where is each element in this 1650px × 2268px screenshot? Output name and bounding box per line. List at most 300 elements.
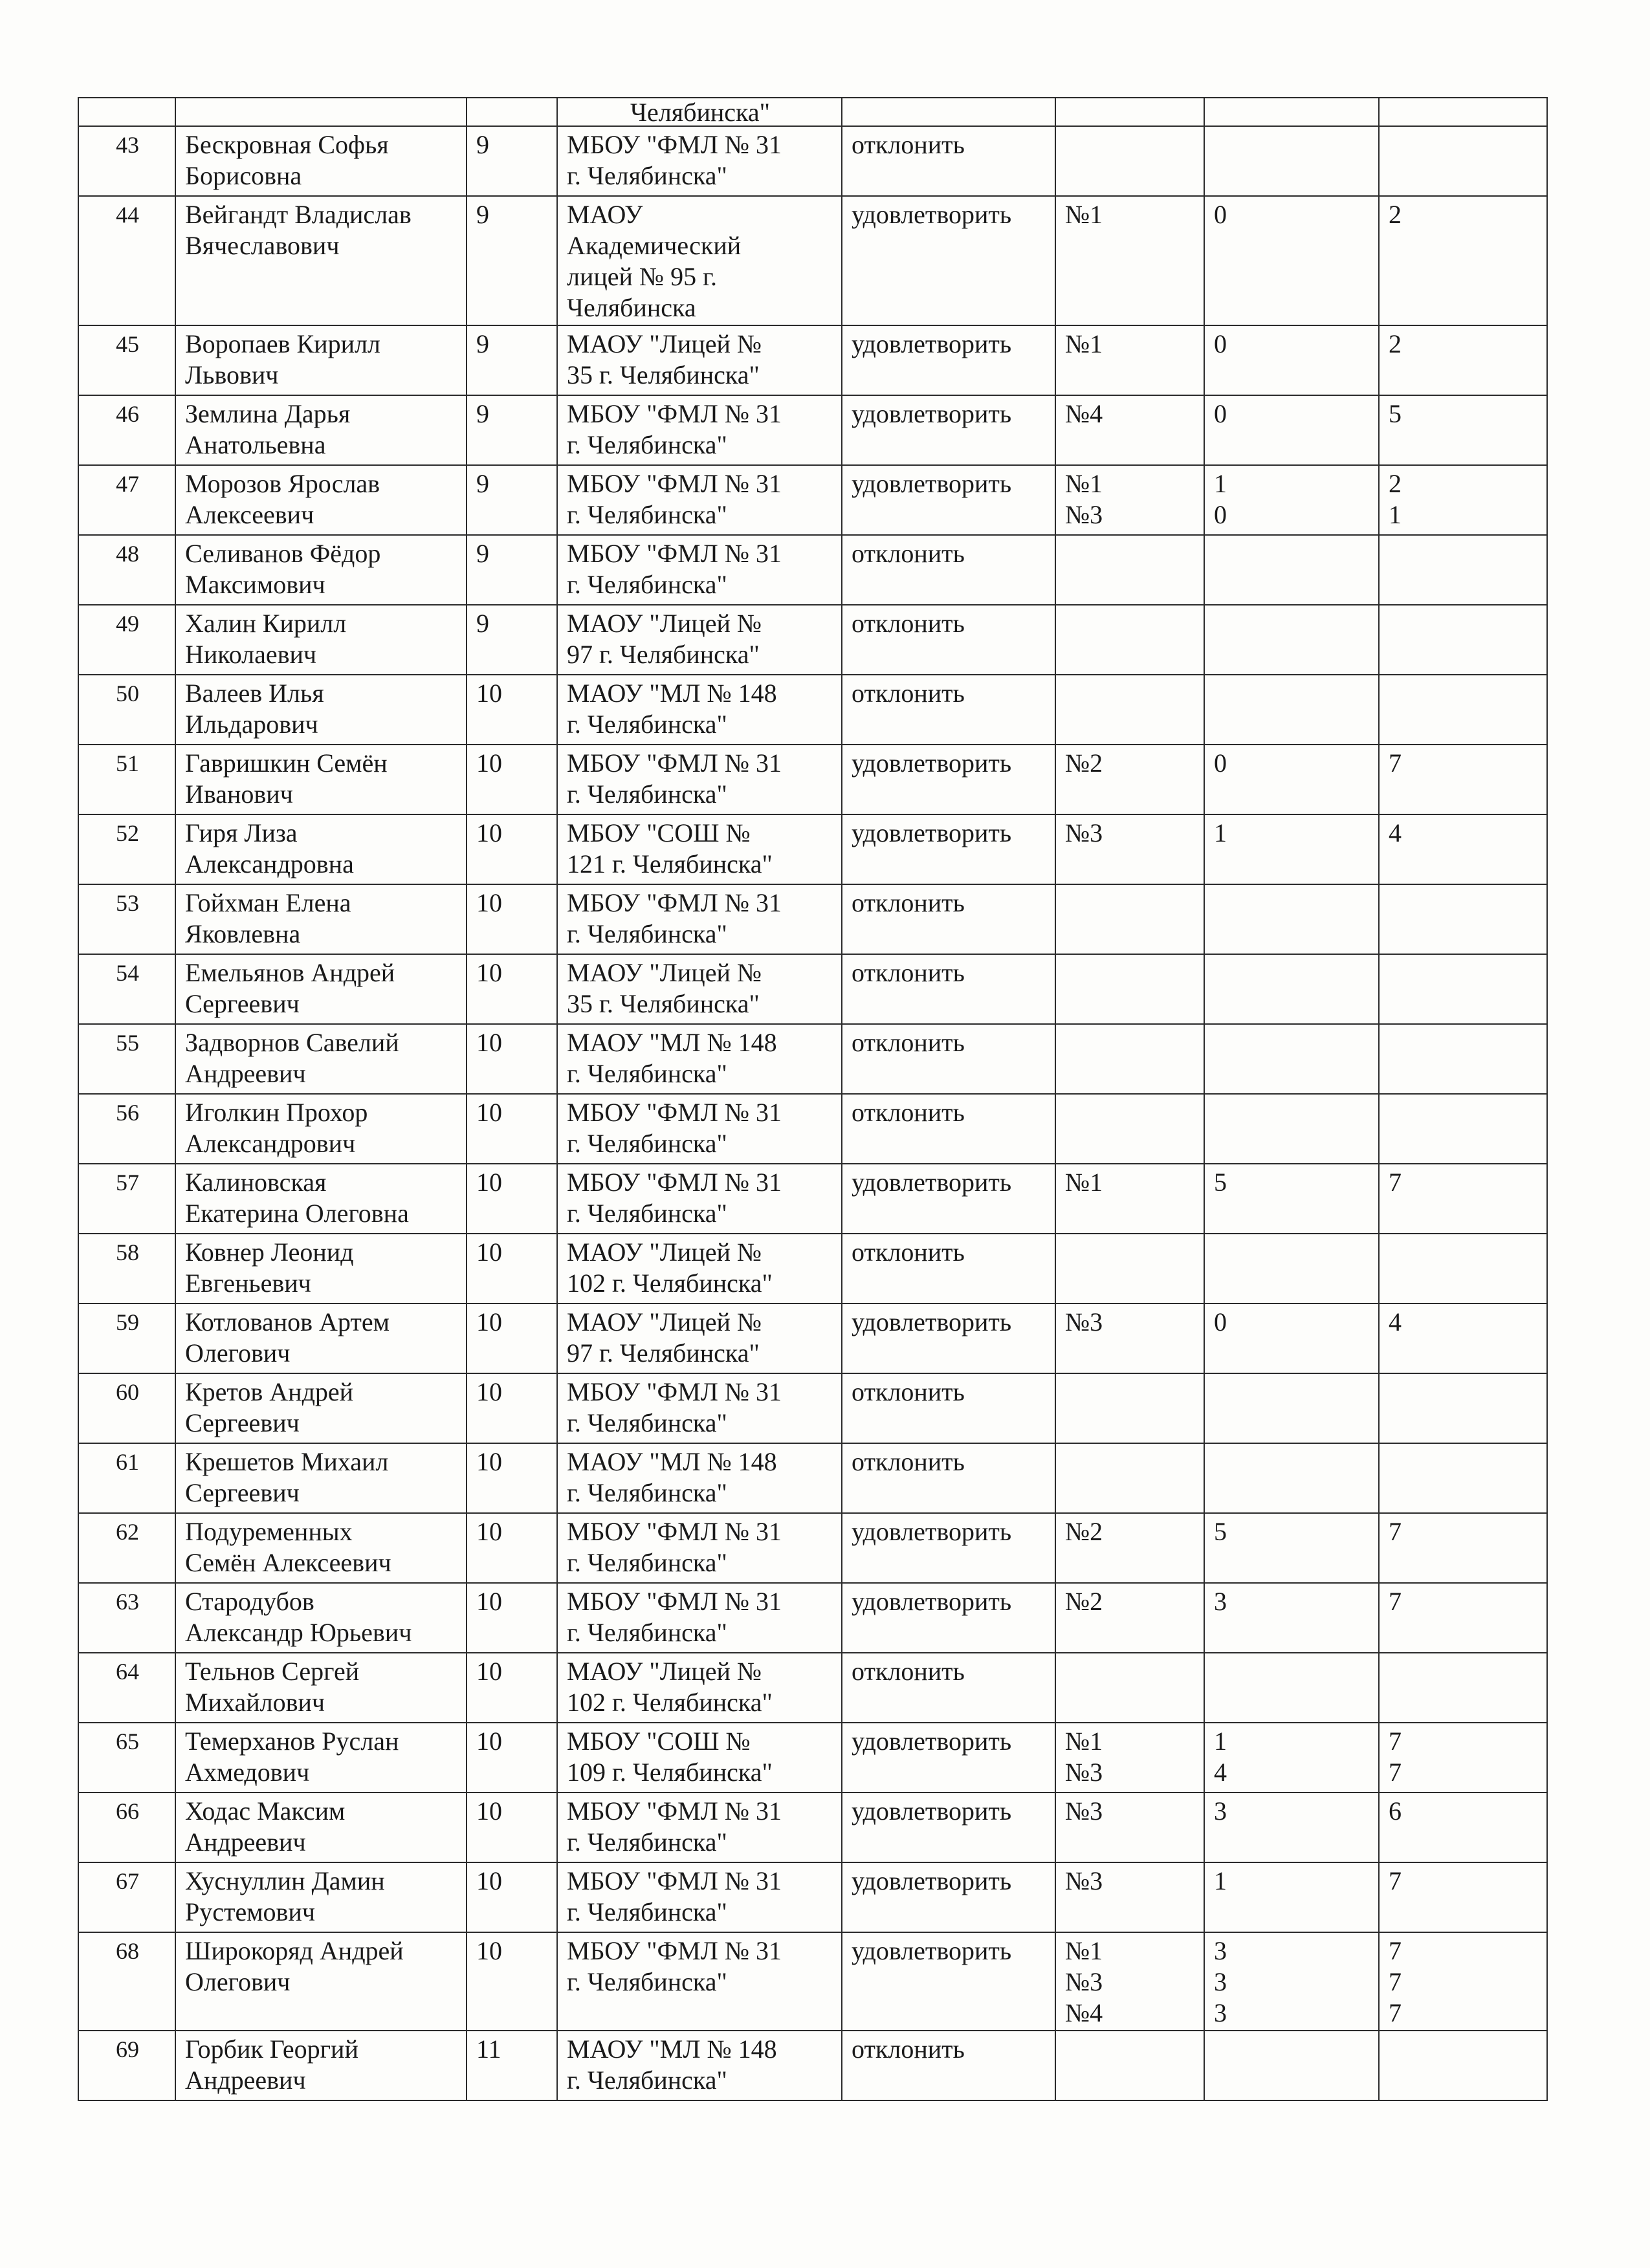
participant-name-line: Задворнов Савелий (185, 1028, 399, 1057)
score-after: 7 (1389, 1866, 1402, 1895)
cell-score-before (1204, 1862, 1379, 1932)
cell-score-before (1204, 675, 1379, 745)
cell-name (175, 745, 467, 814)
decision-text: отклонить (852, 609, 965, 638)
school-line: МБОУ "ФМЛ № 31 (567, 399, 782, 428)
cell-school (557, 1024, 842, 1094)
cell-decision (842, 1094, 1055, 1164)
cell-task (1055, 126, 1204, 196)
cell-name (175, 1094, 467, 1164)
table-row (78, 196, 1547, 325)
participant-name-line: Евгеньевич (185, 1269, 311, 1298)
table-row (78, 605, 1547, 675)
cell-num (78, 1373, 175, 1443)
grade-text: 10 (476, 748, 502, 778)
cell-grade (467, 1723, 557, 1793)
cell-grade (467, 2031, 557, 2100)
cell-grade (467, 1164, 557, 1234)
task-number: №1 (1065, 1168, 1103, 1197)
school-line: МБОУ "ФМЛ № 31 (567, 1098, 782, 1127)
cell-grade (467, 675, 557, 745)
cell-school (557, 1513, 842, 1583)
school-line: 97 г. Челябинска" (567, 1338, 760, 1368)
participant-name-line: Вейгандт Владислав (185, 200, 412, 229)
cell-decision (842, 1793, 1055, 1862)
school-line: МАОУ (567, 200, 643, 229)
participant-name-line: Сергеевич (185, 1478, 300, 1507)
cell-name (175, 884, 467, 954)
cell-grade (467, 196, 557, 325)
cell-task (1055, 535, 1204, 605)
cell-score-after (1379, 325, 1547, 395)
cell-grade (467, 1443, 557, 1513)
cell-task (1055, 1164, 1204, 1234)
cell-school (557, 1723, 842, 1793)
cell-task (1055, 814, 1204, 884)
cell-score-after (1379, 1513, 1547, 1583)
cell-grade (467, 884, 557, 954)
score-before: 0 (1214, 399, 1227, 428)
participant-name-line: Вячеславович (185, 231, 340, 260)
cell-decision (842, 1234, 1055, 1303)
cell-grade (467, 1583, 557, 1653)
cell-score-before (1204, 2031, 1379, 2100)
grade-text: 10 (476, 888, 502, 917)
participant-name-line: Гойхман Елена (185, 888, 351, 917)
cell-name (175, 1793, 467, 1862)
participant-name-line: Сергеевич (185, 1408, 300, 1437)
cell-score-before (1204, 1793, 1379, 1862)
row-number: 51 (116, 750, 139, 776)
cell-school (557, 1793, 842, 1862)
cell-name (175, 1932, 467, 2031)
cell-grade (467, 1234, 557, 1303)
school-line: МБОУ "ФМЛ № 31 (567, 1168, 782, 1197)
table-row (78, 1443, 1547, 1513)
participant-name-line: Сергеевич (185, 989, 300, 1018)
cell-score-after (1379, 98, 1547, 126)
cell-score-before (1204, 1443, 1379, 1513)
cell-name (175, 675, 467, 745)
row-number: 50 (116, 681, 139, 706)
cell-school (557, 2031, 842, 2100)
school-line: МБОУ "ФМЛ № 31 (567, 1866, 782, 1895)
task-number: №1 (1065, 329, 1103, 358)
table-row (78, 814, 1547, 884)
cell-name (175, 1583, 467, 1653)
grade-text: 10 (476, 1307, 502, 1336)
cell-num (78, 884, 175, 954)
school-line: МАОУ "Лицей № (567, 1238, 762, 1267)
cell-score-after (1379, 1932, 1547, 2031)
participant-name-line: Емельянов Андрей (185, 958, 395, 987)
score-after: 7 (1389, 1998, 1402, 2027)
participant-name-line: Ходас Максим (185, 1796, 346, 1826)
school-line: г. Челябинска" (567, 1827, 727, 1857)
cell-school (557, 1094, 842, 1164)
task-number: №3 (1065, 1758, 1103, 1787)
participant-name-line: Иголкин Прохор (185, 1098, 368, 1127)
school-line: МАОУ "МЛ № 148 (567, 1447, 777, 1476)
cell-decision (842, 1513, 1055, 1583)
cell-score-after (1379, 1793, 1547, 1862)
school-line: МБОУ "ФМЛ № 31 (567, 1517, 782, 1546)
cell-school (557, 535, 842, 605)
grade-text: 10 (476, 1936, 502, 1965)
participant-name-line: Анатольевна (185, 430, 326, 459)
cell-score-before (1204, 1583, 1379, 1653)
row-number: 60 (116, 1379, 139, 1405)
cell-num (78, 535, 175, 605)
school-line: МБОУ "СОШ № (567, 1727, 751, 1756)
cell-score-before (1204, 1024, 1379, 1094)
score-before: 1 (1214, 1727, 1227, 1756)
participant-name-line: Олегович (185, 1338, 291, 1368)
school-line: г. Челябинска" (567, 1478, 727, 1507)
cell-task (1055, 675, 1204, 745)
cell-name (175, 1373, 467, 1443)
row-number: 53 (116, 890, 139, 916)
cell-school (557, 325, 842, 395)
task-number: №2 (1065, 748, 1103, 778)
cell-school (557, 196, 842, 325)
cell-name (175, 954, 467, 1024)
school-line: г. Челябинска" (567, 1897, 727, 1926)
cell-score-after (1379, 745, 1547, 814)
cell-school (557, 395, 842, 465)
participant-name-line: Александрович (185, 1129, 356, 1158)
cell-decision (842, 325, 1055, 395)
decision-text: удовлетворить (852, 469, 1012, 498)
cell-num (78, 1653, 175, 1723)
cell-score-after (1379, 1024, 1547, 1094)
decision-text: отклонить (852, 888, 965, 917)
cell-score-before (1204, 814, 1379, 884)
task-number: №4 (1065, 399, 1103, 428)
school-line: 35 г. Челябинска" (567, 360, 760, 389)
cell-task (1055, 1024, 1204, 1094)
participant-name-line: Халин Кирилл (185, 609, 347, 638)
task-number: №3 (1065, 500, 1103, 529)
cell-score-after (1379, 1583, 1547, 1653)
score-before: 3 (1214, 1587, 1227, 1616)
school-line: г. Челябинска" (567, 2066, 727, 2095)
task-number: №3 (1065, 1307, 1103, 1336)
row-number: 58 (116, 1239, 139, 1265)
cell-decision (842, 1373, 1055, 1443)
school-line: МАОУ "Лицей № (567, 1307, 762, 1336)
participant-name-line: Крешетов Михаил (185, 1447, 389, 1476)
school-line: 35 г. Челябинска" (567, 989, 760, 1018)
participant-name-line: Кретов Андрей (185, 1377, 354, 1406)
table-row (78, 395, 1547, 465)
score-after: 2 (1389, 469, 1402, 498)
score-before: 0 (1214, 748, 1227, 778)
cell-task (1055, 605, 1204, 675)
grade-text: 10 (476, 1098, 502, 1127)
table-row (78, 1932, 1547, 2031)
cell-num (78, 1932, 175, 2031)
score-after: 5 (1389, 399, 1402, 428)
score-before: 0 (1214, 200, 1227, 229)
participant-name-line: Иванович (185, 780, 293, 809)
cell-school (557, 814, 842, 884)
participant-name-line: Екатерина Олеговна (185, 1199, 409, 1228)
cell-school (557, 605, 842, 675)
row-number: 64 (116, 1659, 139, 1685)
participant-name-line: Яковлевна (185, 919, 301, 948)
cell-school (557, 1653, 842, 1723)
appeals-table-body (78, 98, 1547, 2100)
school-line: 102 г. Челябинска" (567, 1688, 773, 1717)
cell-num (78, 395, 175, 465)
row-number: 66 (116, 1798, 139, 1824)
cell-decision (842, 1723, 1055, 1793)
school-line: г. Челябинска" (567, 1199, 727, 1228)
grade-text: 10 (476, 1238, 502, 1267)
participant-name-line: Ильдарович (185, 710, 318, 739)
table-row (78, 675, 1547, 745)
grade-text: 10 (476, 818, 502, 847)
grade-text: 9 (476, 469, 489, 498)
cell-num (78, 2031, 175, 2100)
cell-score-after (1379, 1373, 1547, 1443)
school-line: МАОУ "Лицей № (567, 1657, 762, 1686)
cell-num (78, 745, 175, 814)
score-before: 1 (1214, 818, 1227, 847)
cell-grade (467, 465, 557, 535)
cell-score-before (1204, 1164, 1379, 1234)
decision-text: удовлетворить (852, 1587, 1012, 1616)
cell-name (175, 126, 467, 196)
cell-decision (842, 605, 1055, 675)
cell-num (78, 126, 175, 196)
score-before: 1 (1214, 469, 1227, 498)
task-number: №2 (1065, 1517, 1103, 1546)
decision-text: отклонить (852, 1098, 965, 1127)
school-line: МАОУ "Лицей № (567, 958, 762, 987)
cell-task (1055, 1234, 1204, 1303)
cell-decision (842, 814, 1055, 884)
score-before: 0 (1214, 500, 1227, 529)
cell-num (78, 196, 175, 325)
table-row (78, 1094, 1547, 1164)
participant-name-line: Рустемович (185, 1897, 315, 1926)
decision-text: удовлетворить (852, 818, 1012, 847)
score-after: 7 (1389, 748, 1402, 778)
score-after: 7 (1389, 1517, 1402, 1546)
participant-name-line: Львович (185, 360, 279, 389)
cell-school (557, 1234, 842, 1303)
cell-score-after (1379, 1094, 1547, 1164)
score-before: 1 (1214, 1866, 1227, 1895)
school-line: 121 г. Челябинска" (567, 849, 773, 878)
table-row (78, 1164, 1547, 1234)
decision-text: отклонить (852, 130, 965, 159)
row-number: 52 (116, 820, 139, 846)
decision-text: отклонить (852, 679, 965, 708)
row-number: 54 (116, 960, 139, 986)
cell-name (175, 1723, 467, 1793)
cell-task (1055, 1862, 1204, 1932)
school-line: МБОУ "ФМЛ № 31 (567, 130, 782, 159)
table-row (78, 954, 1547, 1024)
cell-decision (842, 535, 1055, 605)
row-number: 56 (116, 1100, 139, 1126)
grade-text: 11 (476, 2034, 501, 2064)
cell-score-before (1204, 1723, 1379, 1793)
score-after: 6 (1389, 1796, 1402, 1826)
row-number: 57 (116, 1170, 139, 1195)
decision-text: удовлетворить (852, 1517, 1012, 1546)
cell-grade (467, 1303, 557, 1373)
participant-name-line: Гавришкин Семён (185, 748, 388, 778)
school-line: МБОУ "ФМЛ № 31 (567, 1377, 782, 1406)
cell-num (78, 98, 175, 126)
grade-text: 9 (476, 329, 489, 358)
participant-name-line: Воропаев Кирилл (185, 329, 380, 358)
score-after: 4 (1389, 1307, 1402, 1336)
cell-school (557, 1932, 842, 2031)
cell-num (78, 1234, 175, 1303)
cell-name (175, 325, 467, 395)
decision-text: удовлетворить (852, 1307, 1012, 1336)
participant-name-line: Алексеевич (185, 500, 314, 529)
cell-decision (842, 98, 1055, 126)
grade-text: 9 (476, 609, 489, 638)
school-line: г. Челябинска" (567, 780, 727, 809)
participant-name-line: Горбик Георгий (185, 2034, 358, 2064)
table-row (78, 1513, 1547, 1583)
table-row (78, 745, 1547, 814)
table-row (78, 1373, 1547, 1443)
grade-text: 9 (476, 399, 489, 428)
cell-decision (842, 465, 1055, 535)
participant-name-line: Ковнер Леонид (185, 1238, 354, 1267)
school-line: г. Челябинска" (567, 430, 727, 459)
cell-grade (467, 1862, 557, 1932)
row-number: 65 (116, 1728, 139, 1754)
grade-text: 10 (476, 1796, 502, 1826)
grade-text: 10 (476, 1377, 502, 1406)
decision-text: отклонить (852, 539, 965, 568)
cell-decision (842, 1653, 1055, 1723)
cell-school (557, 1583, 842, 1653)
cell-num (78, 814, 175, 884)
row-number: 67 (116, 1868, 139, 1894)
cell-score-before (1204, 126, 1379, 196)
cell-score-before (1204, 745, 1379, 814)
cell-score-after (1379, 465, 1547, 535)
cell-task (1055, 1303, 1204, 1373)
table-row (78, 1024, 1547, 1094)
score-after: 7 (1389, 1727, 1402, 1756)
cell-score-before (1204, 1234, 1379, 1303)
cell-decision (842, 1443, 1055, 1513)
cell-name (175, 465, 467, 535)
table-row (78, 1793, 1547, 1862)
cell-num (78, 675, 175, 745)
row-number: 46 (116, 401, 139, 427)
cell-score-after (1379, 126, 1547, 196)
cell-decision (842, 954, 1055, 1024)
score-before: 5 (1214, 1168, 1227, 1197)
cell-task (1055, 2031, 1204, 2100)
cell-task (1055, 1723, 1204, 1793)
cell-num (78, 1723, 175, 1793)
cell-name (175, 1024, 467, 1094)
participant-name-line: Землина Дарья (185, 399, 351, 428)
grade-text: 9 (476, 200, 489, 229)
school-line: МБОУ "ФМЛ № 31 (567, 1587, 782, 1616)
participant-name-line: Морозов Ярослав (185, 469, 380, 498)
decision-text: отклонить (852, 1377, 965, 1406)
cell-num (78, 1862, 175, 1932)
score-before: 3 (1214, 1967, 1227, 1996)
cell-num (78, 1024, 175, 1094)
participant-name-line: Темерханов Руслан (185, 1727, 399, 1756)
cell-name (175, 814, 467, 884)
score-before: 4 (1214, 1758, 1227, 1787)
cell-score-before (1204, 395, 1379, 465)
grade-text: 10 (476, 1168, 502, 1197)
cell-num (78, 954, 175, 1024)
row-number: 44 (116, 202, 139, 228)
participant-name-line: Тельнов Сергей (185, 1657, 360, 1686)
grade-text: 10 (476, 1517, 502, 1546)
cell-task (1055, 1653, 1204, 1723)
task-number: №1 (1065, 200, 1103, 229)
score-before: 3 (1214, 1936, 1227, 1965)
participant-name-line: Валеев Илья (185, 679, 324, 708)
cell-grade (467, 954, 557, 1024)
decision-text: отклонить (852, 1238, 965, 1267)
cell-grade (467, 1373, 557, 1443)
cell-score-before (1204, 465, 1379, 535)
school-line: г. Челябинска" (567, 1548, 727, 1577)
cell-task (1055, 1443, 1204, 1513)
cell-score-after (1379, 1164, 1547, 1234)
cell-decision (842, 675, 1055, 745)
cell-name (175, 535, 467, 605)
task-number: №2 (1065, 1587, 1103, 1616)
score-after: 7 (1389, 1936, 1402, 1965)
cell-num (78, 1443, 175, 1513)
cell-task (1055, 1932, 1204, 2031)
school-line: г. Челябинска" (567, 919, 727, 948)
cell-grade (467, 1932, 557, 2031)
school-line: г. Челябинска" (567, 1618, 727, 1647)
cell-task (1055, 1513, 1204, 1583)
table-row (78, 325, 1547, 395)
cell-score-before (1204, 884, 1379, 954)
cell-score-before (1204, 98, 1379, 126)
school-line: МБОУ "ФМЛ № 31 (567, 748, 782, 778)
decision-text: удовлетворить (852, 329, 1012, 358)
decision-text: удовлетворить (852, 1168, 1012, 1197)
table-row (78, 1234, 1547, 1303)
cell-task (1055, 1094, 1204, 1164)
participant-name-line: Андреевич (185, 1827, 306, 1857)
school-line: МАОУ "Лицей № (567, 609, 762, 638)
school-line: Челябинска (567, 293, 696, 322)
cell-decision (842, 1583, 1055, 1653)
cell-score-after (1379, 1653, 1547, 1723)
cell-school (557, 1443, 842, 1513)
cell-grade (467, 1094, 557, 1164)
decision-text: удовлетворить (852, 1727, 1012, 1756)
task-number: №3 (1065, 1967, 1103, 1996)
